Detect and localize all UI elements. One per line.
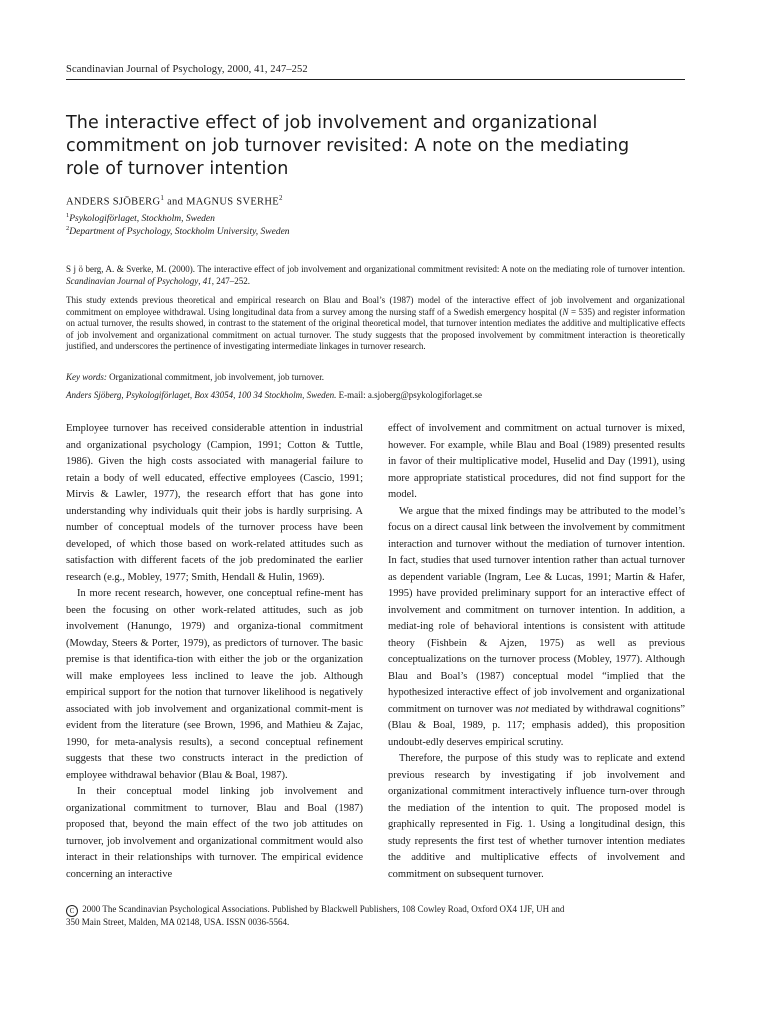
emphasis: not (515, 703, 529, 715)
citation-sep: , (198, 275, 203, 286)
affiliation (66, 212, 215, 224)
affiliation-marker: 2 (278, 194, 283, 202)
citation-volume: 41 (202, 275, 212, 286)
body-paragraph: Employee turnover has received considerable attention in industrial and organizational psychology (Campion, 1991; Cotton & Tuttle, 1986). Given the high costs associated with managerial failure to retain a body of well educated, effective employees (Cascio, 1991; Mirvis & Lawler, 1977), the research effort that has gone into understanding why individuals quit their jobs is hardly surprising. A number of conceptual models of the turnover process have been developed, of which those based on work-related attitudes such as satisfaction with different facets of the job predominated the earlier research (e.g., Mobley, 1977; Smith, Hendall & Hulin, 1969). (66, 423, 363, 583)
affiliation-marker: 2 (66, 225, 70, 232)
body-paragraph: effect of involvement and commitment on actual turnover is mixed, however. For example, while Blau and Boal (1989) presented results in favor of their multiplicative model, Huselid and Day (1991), using more appropriate statistical procedures, did not find support for the model. (388, 423, 685, 500)
body-text: mediated by withdrawal cognitions” (Blau & Boal, 1989, p. 117; emphasis added), this proposition undoubt-edly deserves empirical scrutiny. (388, 703, 685, 748)
body-paragraph: In more recent research, however, one conceptual refine-ment has been the focusing on other work-related attitudes, such as job involvement (Hanungo, 1979) and organiza-tional commitment (Mowday, Steers & Porter, 1979), as predictors of turnover. The basic premise is that identifica-tion with either the job or the organization will make employees less inclined to leave the job. Although empirical support for the notion that turnover likelihood is negatively associated with job involvement and organizational commit-ment is evident from the literature (see Brown, 1996, and Mathieu & Zajac, 1990, for meta-analysis results), a second conceptual refinement suggests that these two constructs interact in the prediction of employee withdrawal behavior (Blau & Boal, 1987). (66, 588, 363, 781)
affiliation (66, 225, 290, 237)
body-paragraph: Therefore, the purpose of this study was to replicate and extend previous research by investigating if job involvement and organizational commitment interactively influence turn-over through the mediation of the intention to quit. The proposed model is graphically represented in Fig. 1. Using a longitudinal design, this study represents the first test of whether turnover intention mediates the additive and multiplicative effects of involvement and commitment on subsequent turnover. (388, 753, 685, 880)
body-paragraph: In their conceptual model linking job involvement and organizational commitment to turnover, Blau and Boal (1987) proposed that, beyond the main effect of the two job attitudes on turnover, job involvement and organizational commitment would also interact in their relationships with turnover. The empirical evidence concerning an interactive (66, 786, 363, 880)
author-joiner: and (164, 196, 187, 208)
affiliation-marker: 1 (66, 212, 70, 219)
abstract-text: = 535) and register information on actual turnover, the results showed, in contrast to the statement of the original theoretical model, that turnover intention mediates the additive and multiplicative effects of job involvement and organizational commitment on actual turnover. The study suggests that the proposed involvement by commitment interaction is theoretically justified, and underscores the pertinence of investigating intermediate linkages in turnover research. (66, 306, 686, 351)
author-list (66, 194, 283, 208)
affiliation-text: Department of Psychology, Stockholm University, Sweden (69, 227, 290, 238)
abstract-n-symbol: N (562, 306, 569, 317)
copyright-symbol: C (66, 905, 78, 917)
body-column-right (388, 421, 685, 883)
title-line-3: role of turnover intention (66, 159, 289, 179)
keywords (66, 372, 685, 382)
citation-text: S j ö berg, A. & Sverke, M. (2000). The interactive effect of job involvement and organizational commitment revisited: A note on the mediating role of turnover intention. (66, 264, 685, 274)
citation-journal: Scandinavian Journal of Psychology (66, 275, 199, 286)
affiliation-marker: 1 (160, 194, 165, 202)
contact-address: Anders Sjöberg, Psykologiförlaget, Box 43054, 100 34 Stockholm, Sweden. (66, 390, 337, 400)
copyright-line: 2000 The Scandinavian Psychological Associations. Published by Blackwell Publishers, 108 Cowley Road, Oxford OX4 1JF, UH and (80, 904, 565, 914)
citation-pages: , 247–252. (211, 275, 250, 286)
author-name: MAGNUS SVERHE (186, 196, 279, 208)
title-line-1: The interactive effect of job involvement and organizational (66, 113, 598, 133)
abstract-text: This study extends previous theoretical and empirical research on Blau and Boal’s (1987) model of the interactive effect of job involvement and organizational commitment on employee withdrawal. Using longitudinal data from a survey among the nursing staff of a Swedish emergency hospital ( (66, 295, 685, 317)
header-rule (66, 79, 685, 80)
contact-email: E-mail: a.sjoberg@psykologiforlaget.se (336, 390, 482, 400)
corresponding-author (66, 390, 685, 400)
body-paragraph (388, 504, 685, 752)
citation (66, 264, 685, 287)
copyright-line: 350 Main Street, Malden, MA 02148, USA. ISSN 0036-5564. (66, 917, 290, 927)
keywords-label: Key words: (66, 372, 107, 382)
article-title (66, 112, 686, 181)
affiliation-text: Psykologiförlaget, Stockholm, Sweden (69, 214, 215, 225)
journal-header: Scandinavian Journal of Psychology, 2000, 41, 247–252 (66, 64, 308, 75)
copyright-notice (66, 904, 696, 928)
body-text: We argue that the mixed findings may be attributed to the model’s focus on a direct causal link between the involvement by commitment interaction and turnover without the mediation of turnover intention. In fact, studies that used turnover intention rather than actual turnover as dependent variable (Ingram, Lee & Lucas, 1991; Martin & Hafer, 1995) have provided preliminary support for an interactive effect of involvement and commitment on turnover intention. In addition, a mediat-ing role of behavioral intentions is consistent with attitude theory (Fishbein & Ajzen, 1975) as well as previous conceptualizations on the turnover process (Mobley, 1977). Although Blau and Boal’s (1987) conceptual model “implied that the hypothesized interactive effect of job involvement and organizational commitment on turnover was (388, 505, 685, 715)
title-line-2: commitment on job turnover revisited: A note on the mediating (66, 136, 630, 156)
keywords-text: Organizational commitment, job involvement, job turnover. (106, 372, 324, 382)
author-name: ANDERS SJÖBERG (66, 196, 161, 208)
abstract (66, 295, 685, 353)
body-column-left (66, 421, 363, 883)
